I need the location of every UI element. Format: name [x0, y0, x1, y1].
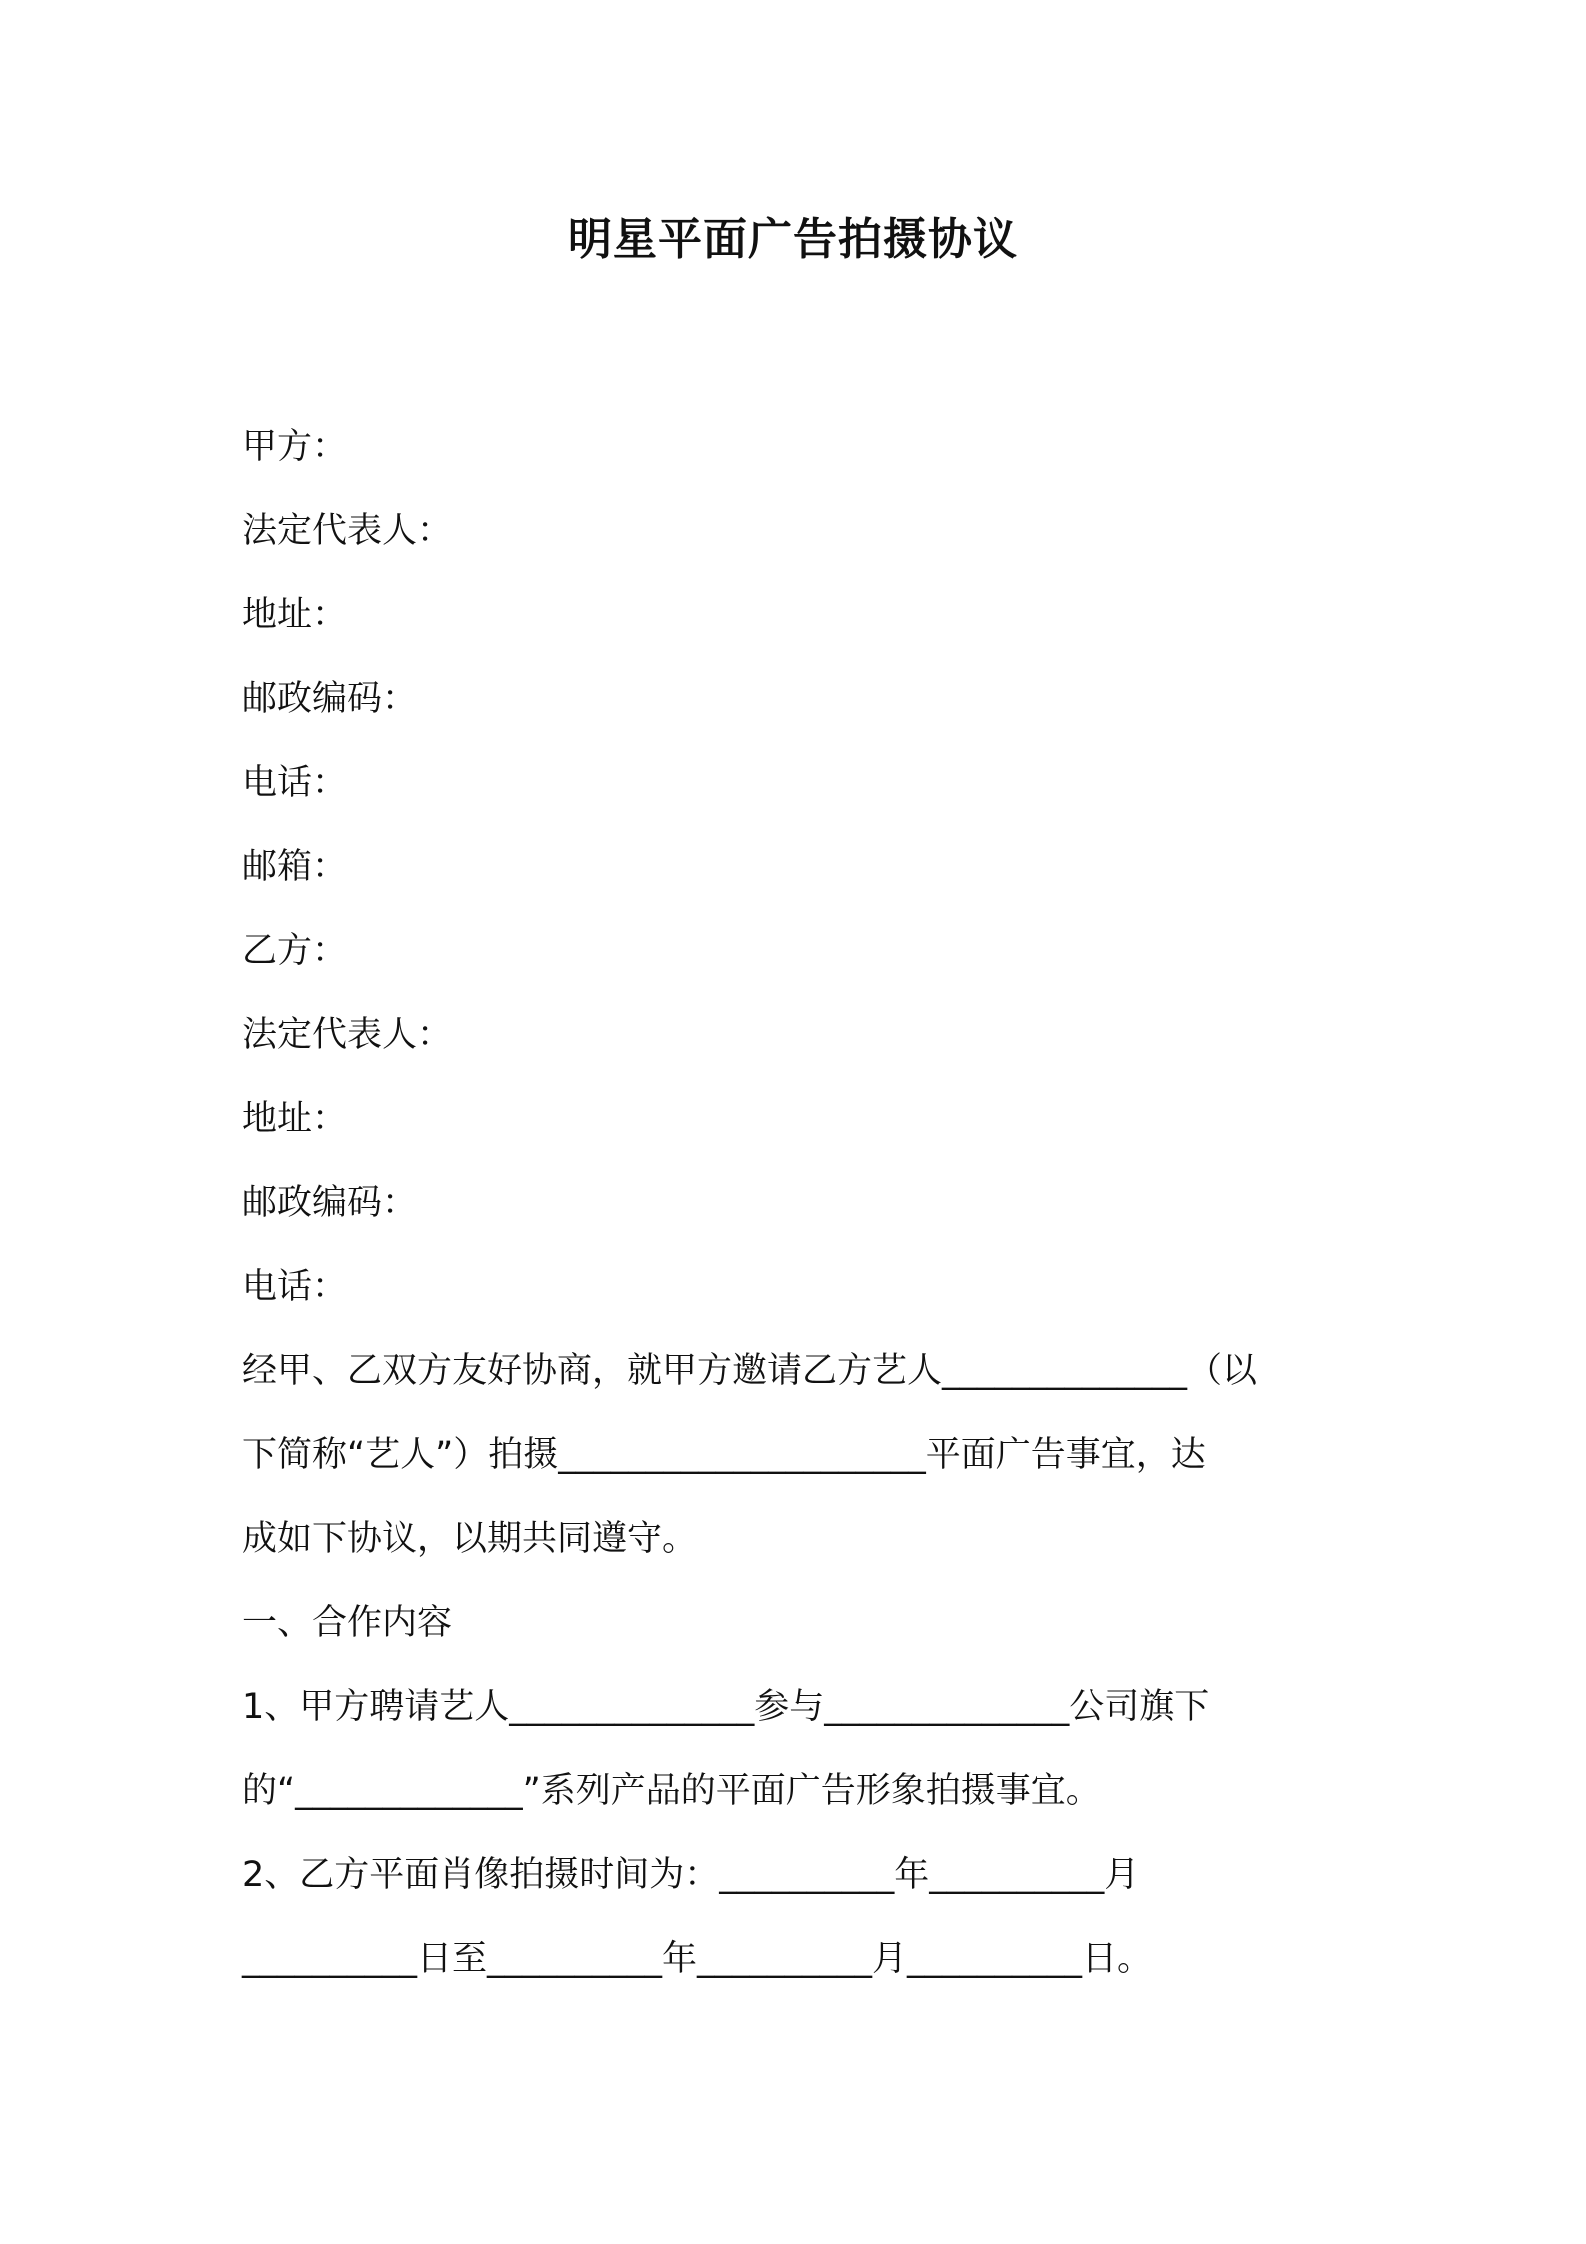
- party-b-postal-code-label: 邮政编码：: [242, 1183, 418, 1223]
- party-b-legal-rep-label: 法定代表人：: [242, 1015, 453, 1055]
- clause-2-line-1: 2、乙方平面肖像拍摄时间为：__________年__________月: [242, 1855, 1140, 1895]
- clause-1-line-2: 的“_____________”系列产品的平面广告形象拍摄事宜。: [242, 1771, 1101, 1811]
- party-b-address-label: 地址：: [242, 1099, 348, 1139]
- preamble-line-1: 经甲、乙双方友好协商，就甲方邀请乙方艺人______________（以: [242, 1351, 1258, 1391]
- party-a-name-label: 甲方：: [242, 427, 348, 467]
- document-title: 明星平面广告拍摄协议: [568, 214, 1018, 265]
- party-a-postal-code-label: 邮政编码：: [242, 679, 418, 719]
- clause-2-line-2: __________日至__________年__________月__________日。: [242, 1939, 1153, 1979]
- document-body: [242, 405, 1362, 2001]
- preamble-line-3: 成如下协议，以期共同遵守。: [242, 1519, 698, 1559]
- section-heading-cooperation: 一、合作内容: [242, 1603, 453, 1643]
- preamble-line-2: 下简称“艺人”）拍摄_____________________平面广告事宜，达: [242, 1435, 1206, 1475]
- party-b-phone-label: 电话：: [242, 1267, 348, 1307]
- party-a-phone-label: 电话：: [242, 763, 348, 803]
- party-a-email-label: 邮箱：: [242, 847, 348, 887]
- party-a-address-label: 地址：: [242, 595, 348, 635]
- clause-1-line-1: 1、甲方聘请艺人______________参与______________公司旗下: [242, 1687, 1210, 1727]
- party-b-name-label: 乙方：: [242, 931, 348, 971]
- party-a-legal-rep-label: 法定代表人：: [242, 511, 453, 551]
